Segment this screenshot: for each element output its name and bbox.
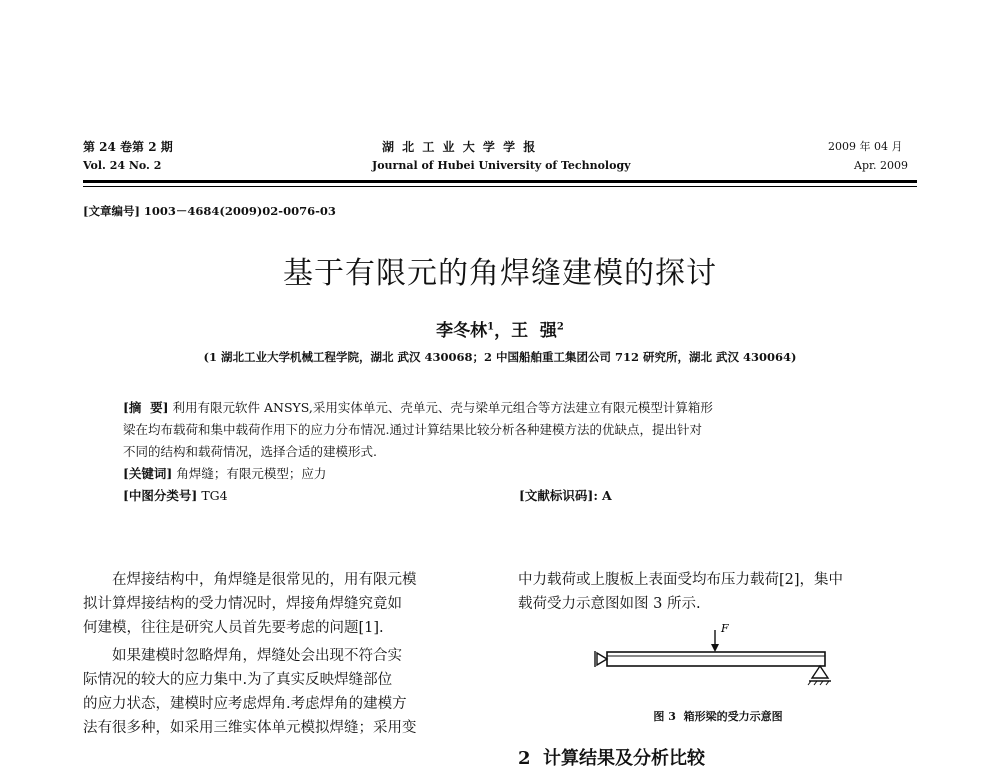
- abstract-label: [摘 要]: [123, 400, 169, 415]
- issue-date-en: Apr. 2009: [854, 159, 909, 172]
- author-line: [0, 316, 1000, 341]
- keywords-label: [关键词]: [123, 466, 173, 481]
- issue-date-cn: 2009 年 04 月: [828, 140, 903, 153]
- left-p1-line-1: 在焊接结构中，角焊缝是很常见的，用有限元模: [112, 572, 417, 588]
- right-column: [518, 568, 918, 616]
- article-number: [文章编号] 1003－4684(2009)02-0076-03: [83, 204, 336, 218]
- keywords-text: 角焊缝；有限元模型；应力: [176, 466, 327, 481]
- doc-code-label: [文献标识码]:: [519, 488, 598, 503]
- left-column: [83, 568, 483, 740]
- right-line-1: 中力载荷或上腹板上表面受均布压力载荷[2]，集中: [518, 572, 844, 588]
- journal-volume-cn: 第 24 卷第 2 期: [83, 140, 173, 154]
- journal-volume-en: Vol. 24 No. 2: [83, 159, 162, 172]
- left-support-icon: [597, 653, 607, 665]
- left-p1-line-3: 何建模，往往是研究人员首先要考虑的问题[1].: [83, 620, 384, 636]
- author-1-sup: 1: [487, 321, 495, 333]
- left-p2-line-2: 际情况的较大的应力集中.为了真实反映焊缝部位: [83, 672, 393, 688]
- abstract-line-3: 不同的结构和载荷情况，选择合适的建模形式.: [123, 444, 377, 459]
- left-p2-line-4: 法有很多种，如采用三维实体单元模拟焊缝；采用变: [83, 720, 417, 736]
- journal-name-cn: 湖 北 工 业 大 学 学 报: [382, 140, 538, 154]
- clc-label: [中图分类号]: [123, 488, 198, 503]
- journal-name-en: Journal of Hubei University of Technology: [372, 159, 631, 172]
- paper-title: 基于有限元的角焊缝建模的探讨: [283, 256, 717, 291]
- left-p2-line-1: 如果建模时忽略焊角，焊缝处会出现不符合实: [112, 648, 402, 664]
- figure-caption: 图 3 箱形梁的受力示意图: [653, 710, 783, 723]
- right-line-2: 载荷受力示意图如图 3 所示.: [518, 596, 701, 612]
- author-2: 王 强: [511, 321, 557, 341]
- section-heading: 2 计算结果及分析比较: [518, 748, 706, 769]
- load-label: F: [721, 622, 729, 635]
- affiliation: (1 湖北工业大学机械工程学院，湖北 武汉 430068；2 中国船舶重工集团公司 712 研究所，湖北 武汉 430064): [203, 350, 797, 364]
- author-separator: ，: [494, 321, 512, 341]
- header-rule-thick: [83, 180, 917, 183]
- left-p2-line-3: 的应力状态，建模时应考虑焊角.考虑焊角的建模方: [83, 696, 407, 712]
- left-p1-line-2: 拟计算焊接结构的受力情况时，焊接角焊缝究竟如: [83, 596, 402, 612]
- abstract: [123, 397, 883, 507]
- author-2-sup: 2: [556, 321, 564, 333]
- abstract-line-2: 梁在均布载荷和集中载荷作用下的应力分布情况.通过计算结果比较分析各种建模方法的优缺点，提出针对: [123, 422, 702, 437]
- box-girder-figure: [585, 618, 845, 700]
- abstract-line-1: 利用有限元软件 ANSYS,采用实体单元、壳单元、壳与梁单元组合等方法建立有限元模型计算箱形: [172, 400, 713, 415]
- beam-outline: [607, 652, 825, 666]
- author-1: 李冬林: [436, 321, 488, 341]
- right-support-icon: [812, 666, 828, 678]
- clc-text: TG4: [201, 488, 228, 503]
- doc-code-text: A: [601, 488, 612, 503]
- header-rule-thin: [83, 186, 917, 187]
